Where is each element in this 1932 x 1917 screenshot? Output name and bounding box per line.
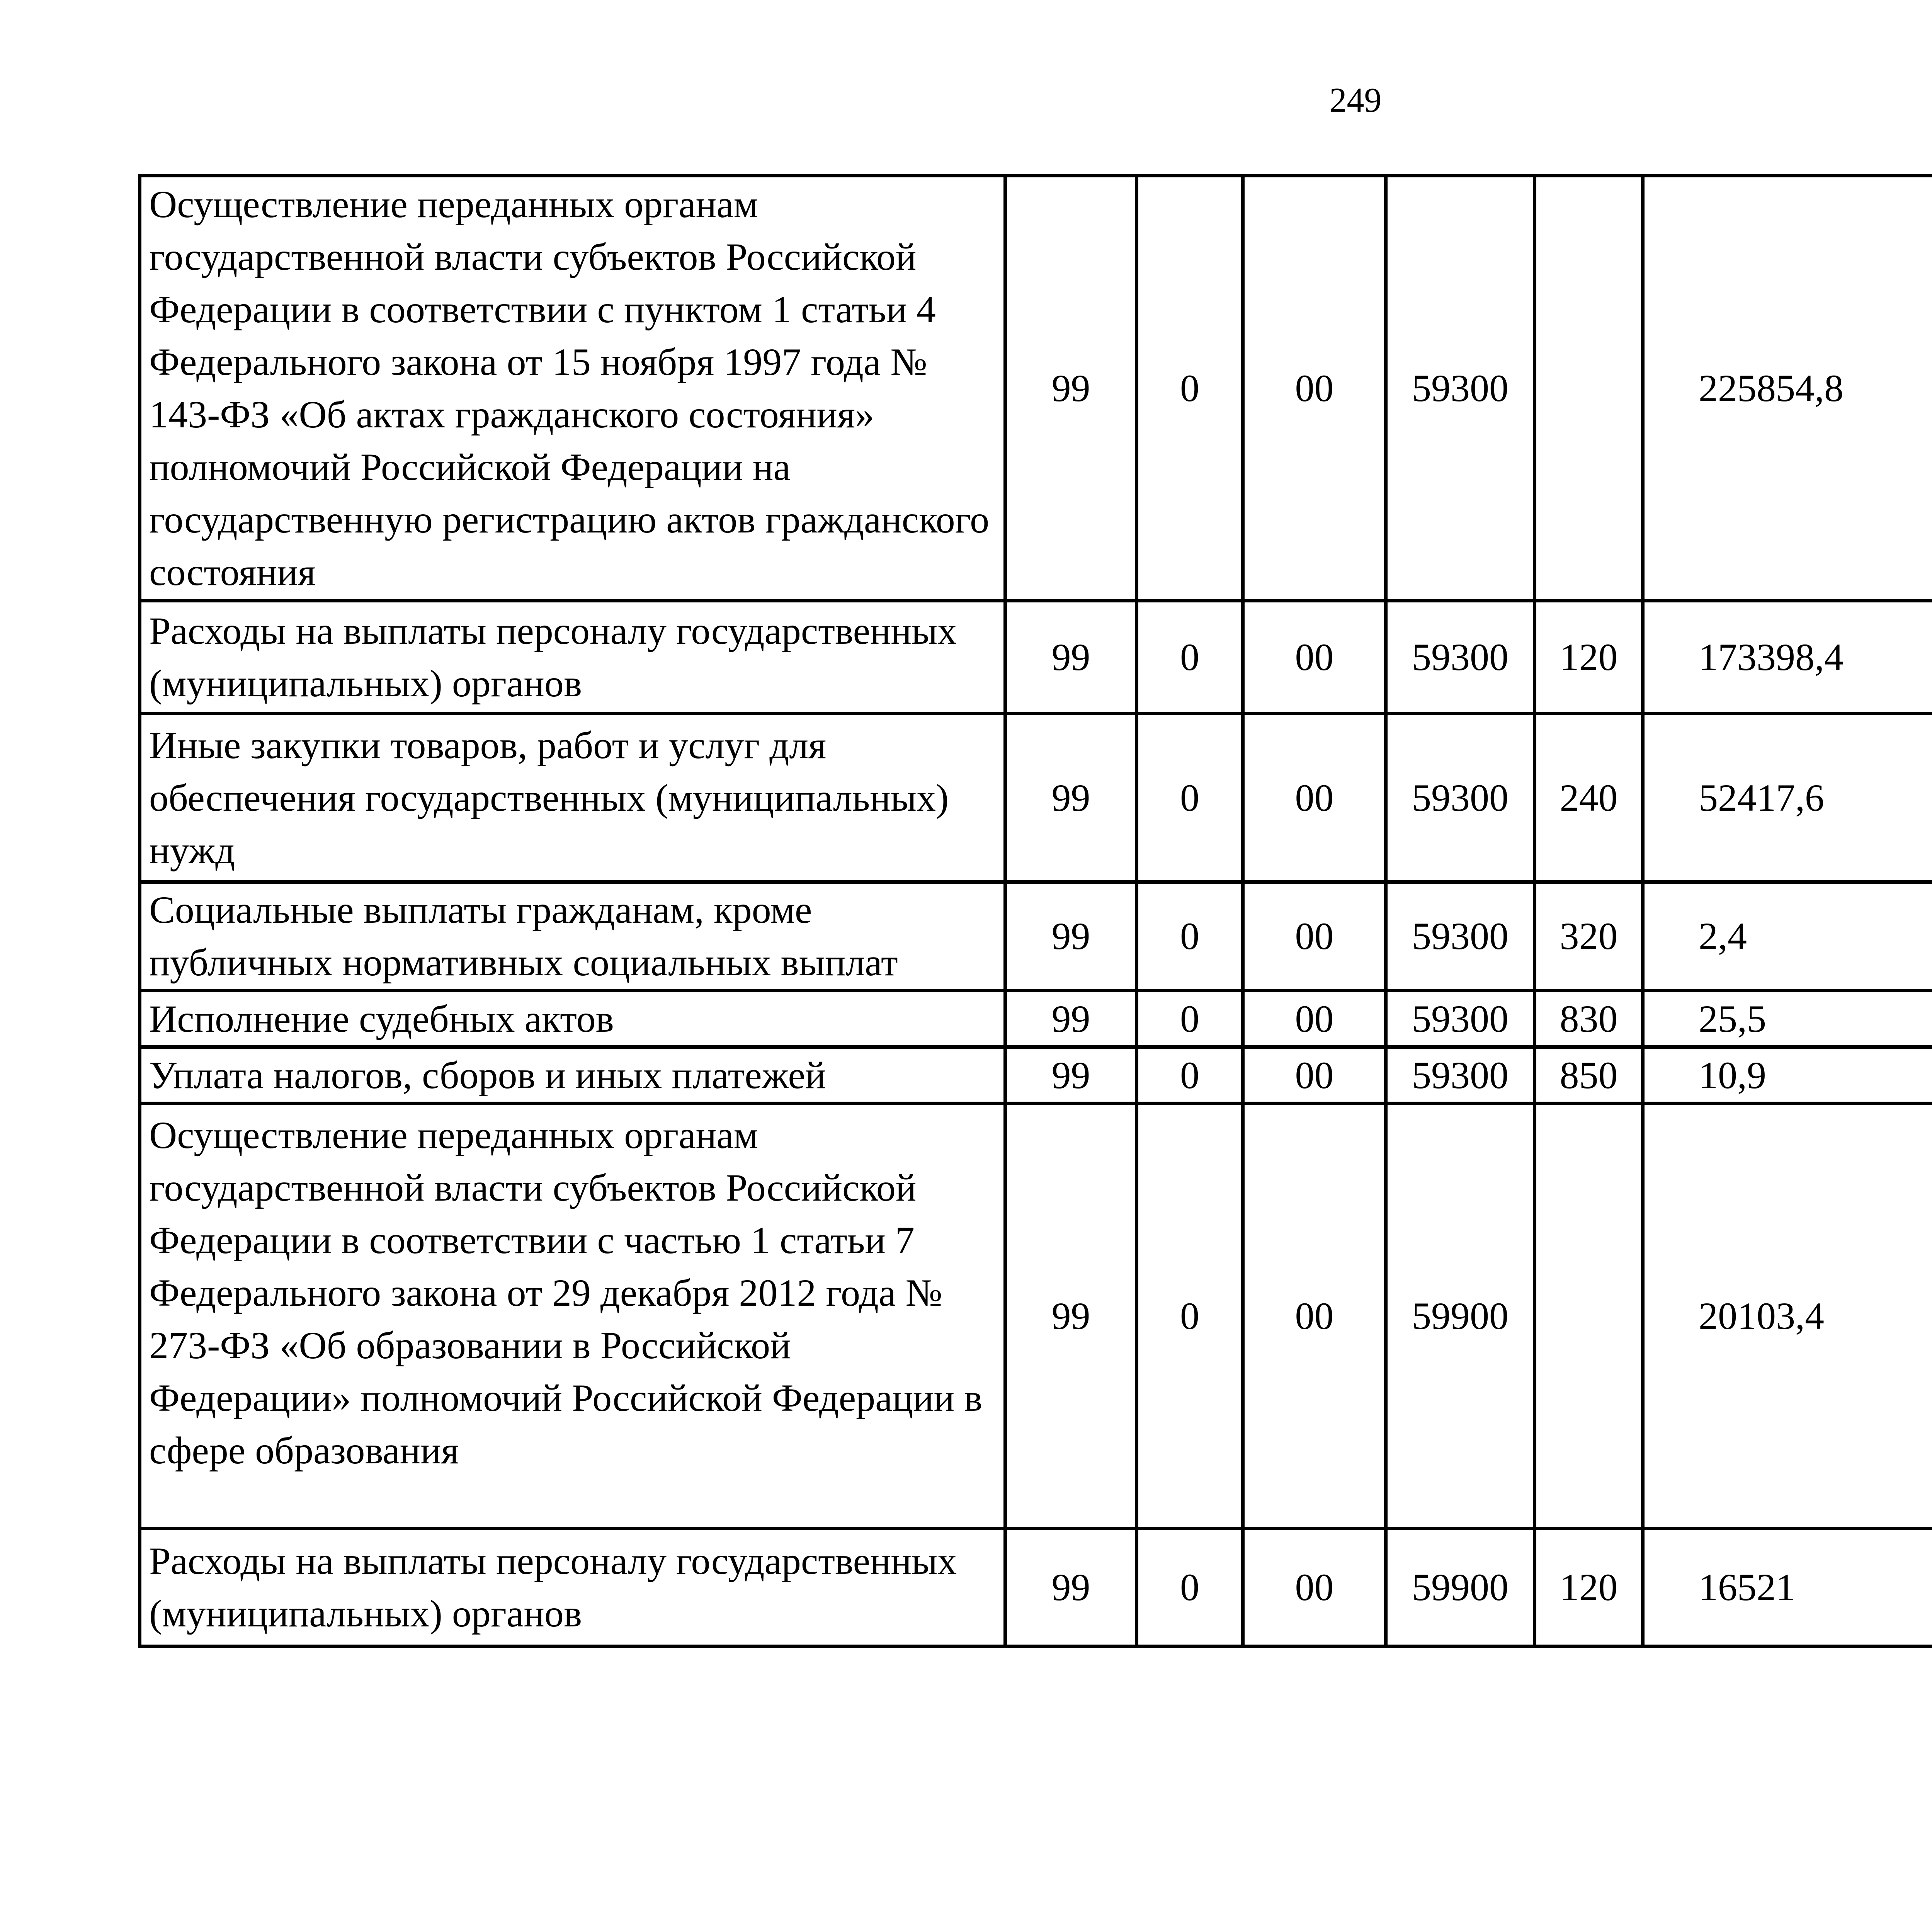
code-main-event: 00 <box>1243 714 1386 882</box>
amount-year-1: 10,9 <box>1643 1047 1932 1104</box>
code-expense-type <box>1535 176 1643 601</box>
code-direction: 59900 <box>1386 1104 1535 1529</box>
code-direction: 59300 <box>1386 991 1535 1047</box>
row-description: Иные закупки товаров, работ и услуг для обеспечения государственных (муниципальных) нужд <box>140 714 1005 882</box>
code-main-event: 00 <box>1243 176 1386 601</box>
code-direction: 59300 <box>1386 176 1535 601</box>
code-subprogram: 0 <box>1137 882 1243 991</box>
row-description: Исполнение судебных актов <box>140 991 1005 1047</box>
row-description: Социальные выплаты гражданам, кроме публичных нормативных социальных выплат <box>140 882 1005 991</box>
code-program: 99 <box>1005 1047 1137 1104</box>
row-description: Расходы на выплаты персоналу государственных (муниципальных) органов <box>140 601 1005 714</box>
code-subprogram: 0 <box>1137 1047 1243 1104</box>
table-row <box>140 176 1932 601</box>
code-subprogram: 0 <box>1137 1529 1243 1647</box>
code-subprogram: 0 <box>1137 991 1243 1047</box>
row-description: Осуществление переданных органам государственной власти субъектов Российской Федерации в соответствии с частью 1 статьи 7 Федерального закона от 29 декабря 2012 года № 273-ФЗ «Об образовании в Российской Федерации» полномочий Российской Федерации в сфере образования <box>140 1104 1005 1529</box>
code-main-event: 00 <box>1243 1104 1386 1529</box>
code-subprogram: 0 <box>1137 601 1243 714</box>
code-expense-type: 120 <box>1535 1529 1643 1647</box>
code-main-event: 00 <box>1243 1047 1386 1104</box>
table-row <box>140 882 1932 991</box>
code-program: 99 <box>1005 1104 1137 1529</box>
code-direction: 59300 <box>1386 601 1535 714</box>
code-program: 99 <box>1005 882 1137 991</box>
code-expense-type: 830 <box>1535 991 1643 1047</box>
code-subprogram: 0 <box>1137 1104 1243 1529</box>
table-row <box>140 1047 1932 1104</box>
amount-year-1: 16521 <box>1643 1529 1932 1647</box>
code-main-event: 00 <box>1243 991 1386 1047</box>
page-number: 249 <box>1329 81 1382 119</box>
code-main-event: 00 <box>1243 882 1386 991</box>
table-row <box>140 1529 1932 1647</box>
amount-year-1: 2,4 <box>1643 882 1932 991</box>
code-expense-type: 120 <box>1535 601 1643 714</box>
table-row <box>140 601 1932 714</box>
code-main-event: 00 <box>1243 601 1386 714</box>
code-subprogram: 0 <box>1137 714 1243 882</box>
budget-table <box>138 174 1932 1648</box>
amount-year-1: 52417,6 <box>1643 714 1932 882</box>
table-row <box>140 714 1932 882</box>
row-description: Осуществление переданных органам государственной власти субъектов Российской Федерации в соответствии с пунктом 1 статьи 4 Федерального закона от 15 ноября 1997 года № 143-ФЗ «Об актах гражданского состояния» полномочий Российской Федерации на государственную регистрацию актов гражданского состояния <box>140 176 1005 601</box>
code-expense-type: 850 <box>1535 1047 1643 1104</box>
code-subprogram: 0 <box>1137 176 1243 601</box>
code-expense-type: 240 <box>1535 714 1643 882</box>
row-description: Расходы на выплаты персоналу государственных (муниципальных) органов <box>140 1529 1005 1647</box>
code-direction: 59300 <box>1386 714 1535 882</box>
code-program: 99 <box>1005 601 1137 714</box>
code-direction: 59900 <box>1386 1529 1535 1647</box>
code-expense-type: 320 <box>1535 882 1643 991</box>
amount-year-1: 225854,8 <box>1643 176 1932 601</box>
row-description: Уплата налогов, сборов и иных платежей <box>140 1047 1005 1104</box>
amount-year-1: 173398,4 <box>1643 601 1932 714</box>
code-expense-type <box>1535 1104 1643 1529</box>
amount-year-1: 20103,4 <box>1643 1104 1932 1529</box>
code-direction: 59300 <box>1386 882 1535 991</box>
code-program: 99 <box>1005 991 1137 1047</box>
amount-year-1: 25,5 <box>1643 991 1932 1047</box>
code-main-event: 00 <box>1243 1529 1386 1647</box>
code-direction: 59300 <box>1386 1047 1535 1104</box>
code-program: 99 <box>1005 176 1137 601</box>
table-row <box>140 991 1932 1047</box>
table-row <box>140 1104 1932 1529</box>
code-program: 99 <box>1005 1529 1137 1647</box>
code-program: 99 <box>1005 714 1137 882</box>
